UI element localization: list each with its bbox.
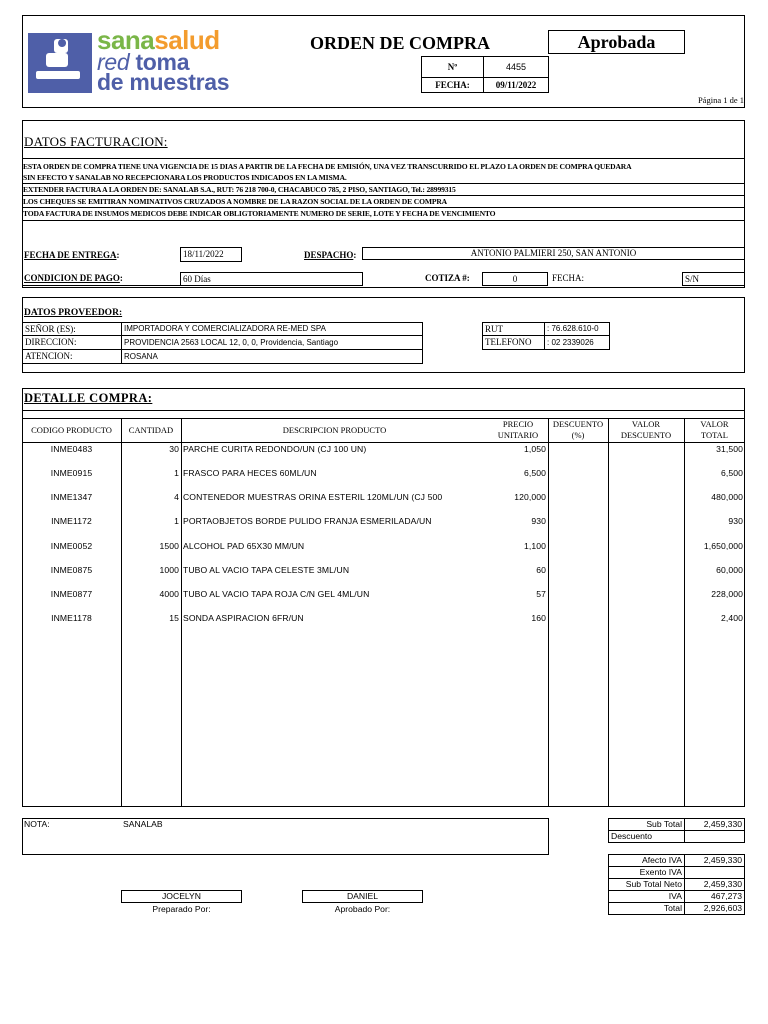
row-code: INME0875 (50, 565, 93, 575)
column-divider (548, 418, 549, 807)
divider (22, 158, 745, 159)
vat-label: IVA (608, 890, 685, 903)
col-header-desc: DESCRIPCION PRODUCTO (282, 425, 387, 435)
row-code: INME0877 (50, 589, 93, 599)
column-divider (608, 418, 609, 807)
row-price: 6,500 (523, 468, 546, 478)
row-total: 930 (728, 516, 743, 526)
row-qty: 4000 (159, 589, 179, 599)
row-qty: 30 (169, 444, 179, 454)
quote-label: COTIZA #: (425, 273, 470, 283)
row-total: 31,500 (716, 444, 743, 454)
row-code: INME1178 (51, 613, 92, 623)
payment-field: 60 Días (180, 272, 363, 286)
order-number-label: Nº (421, 56, 484, 78)
row-desc: CONTENEDOR MUESTRAS ORINA ESTERIL 120ML/UN (CJ 500 (183, 492, 443, 502)
subtotal-value: 2,459,330 (684, 818, 745, 831)
billing-note-line5: TODA FACTURA DE INSUMOS MEDICOS DEBE INDICAR OBLIGTORIAMENTE NUMERO DE SERIE, LOTE Y FECHA DE VENCIMIENTO (23, 209, 496, 218)
dispatch-label: DESPACHO: (304, 250, 357, 260)
billing-note-line2: SIN EFECTO Y SANALAB NO RECEPCIONARA LOS PRODUCTOS INDICADOS EN LA MISMA. (23, 173, 347, 182)
row-total: 228,000 (711, 589, 743, 599)
quote-date-field: S/N (682, 272, 745, 286)
order-date-label: FECHA: (421, 77, 484, 93)
order-number-value: 4455 (483, 56, 549, 78)
divider (22, 410, 745, 411)
billing-note-line1: ESTA ORDEN DE COMPRA TIENE UNA VIGENCIA DE 15 DIAS A PARTIR DE LA FECHA DE EMISIÓN, UNA VEZ TRANSCURRIDO EL PLAZO LA ORDEN DE COMPRA QUEDARA (23, 162, 632, 171)
supplier-phone-label: TELEFONO (482, 335, 545, 350)
billing-note-line3: EXTENDER FACTURA A LA ORDEN DE: SANALAB S.A., RUT: 76 218 700-0, CHACABUCO 785, 2 PISO, SANTIAGO, Tel.: 28999315 (23, 185, 456, 194)
row-code: INME1172 (51, 516, 92, 526)
total-value: 2,926,603 (684, 902, 745, 915)
row-qty: 1 (174, 516, 179, 526)
discount-label: Descuento (608, 830, 685, 843)
page-indicator: Página 1 de 1 (697, 95, 744, 105)
row-desc: ALCOHOL PAD 65X30 MM/UN (183, 541, 305, 551)
supplier-address-label: DIRECCION: (22, 335, 122, 350)
column-divider (181, 418, 182, 807)
row-price: 930 (531, 516, 546, 526)
divider (22, 285, 182, 286)
row-qty: 1 (174, 468, 179, 478)
prepared-by-label: Preparado Por: (152, 904, 211, 914)
logo-text-line1: sanasalud (97, 25, 220, 55)
logo-text-line3: de muestras (97, 69, 230, 95)
row-code: INME1347 (50, 492, 93, 502)
note-box (22, 818, 549, 855)
row-qty: 1500 (159, 541, 179, 551)
quote-field: 0 (482, 272, 548, 286)
delivery-date-field: 18/11/2022 (180, 247, 242, 262)
col-header-total: VALOR TOTAL (700, 419, 729, 440)
row-price: 1,050 (523, 444, 546, 454)
vat-value: 467,273 (684, 890, 745, 903)
supplier-attention-value: ROSANA (121, 349, 423, 364)
net-subtotal-label: Sub Total Neto (608, 878, 685, 891)
header-bottom-rule (22, 442, 745, 443)
row-desc: TUBO AL VACIO TAPA CELESTE 3ML/UN (183, 565, 350, 575)
logo (28, 33, 92, 93)
lab-flask-icon (28, 33, 92, 93)
row-qty: 15 (169, 613, 179, 623)
col-header-discount-pct: DESCUENTO (%) (552, 419, 604, 440)
note-value: SANALAB (123, 819, 163, 829)
total-label: Total (608, 902, 685, 915)
row-qty: 1000 (159, 565, 179, 575)
supplier-phone-value: : 02 2339026 (544, 335, 610, 350)
status-badge: Aprobada (548, 30, 685, 54)
row-total: 1,650,000 (703, 541, 743, 551)
row-price: 60 (536, 565, 546, 575)
col-header-code: CODIGO PRODUCTO (31, 425, 112, 435)
exempt-label: Exento IVA (608, 866, 685, 879)
detail-title: DETALLE COMPRA: (24, 391, 153, 405)
row-total: 60,000 (716, 565, 743, 575)
row-total: 6,500 (720, 468, 743, 478)
logo-text-line2: red toma (97, 49, 190, 75)
approved-by-name: DANIEL (302, 890, 423, 903)
row-desc: PARCHE CURITA REDONDO/UN (CJ 100 UN) (183, 444, 367, 454)
row-total: 480,000 (711, 492, 743, 502)
note-label: NOTA: (24, 819, 50, 829)
row-price: 57 (536, 589, 546, 599)
divider (22, 220, 745, 221)
order-date-value: 09/11/2022 (483, 77, 549, 93)
supplier-rut-label: RUT (482, 322, 545, 336)
col-header-price: PRECIO UNITARIO (497, 419, 539, 440)
row-desc: PORTAOBJETOS BORDE PULIDO FRANJA ESMERILADA/UN (183, 516, 432, 526)
row-desc: FRASCO PARA HECES 60ML/UN (183, 468, 317, 478)
col-header-discount-value: VALOR DESCUENTO (620, 419, 672, 440)
row-desc: TUBO AL VACIO TAPA ROJA C/N GEL 4ML/UN (183, 589, 370, 599)
taxable-value: 2,459,330 (684, 854, 745, 867)
row-code: INME0483 (50, 444, 93, 454)
quote-date-label: FECHA: (552, 273, 585, 283)
row-code: INME0052 (50, 541, 93, 551)
divider (22, 183, 745, 184)
col-header-qty: CANTIDAD (128, 425, 174, 435)
delivery-date-label: FECHA DE ENTREGA: (24, 250, 120, 260)
row-qty: 4 (174, 492, 179, 502)
subtotal-label: Sub Total (608, 818, 685, 831)
supplier-name-value: IMPORTADORA Y COMERCIALIZADORA RE-MED SPA (121, 322, 423, 336)
supplier-rut-value: : 76.628.610-0 (544, 322, 610, 336)
billing-title: DATOS FACTURACION: (24, 134, 168, 149)
discount-value (684, 830, 745, 843)
prepared-by-name: JOCELYN (121, 890, 242, 903)
document-title: ORDEN DE COMPRA (310, 33, 490, 53)
row-price: 160 (531, 613, 546, 623)
row-desc: SONDA ASPIRACION 6FR/UN (183, 613, 304, 623)
supplier-address-value: PROVIDENCIA 2563 LOCAL 12, 0, 0, Providencia, Santiago (121, 335, 423, 350)
supplier-name-label: SEÑOR (ES): (22, 322, 122, 336)
row-price: 1,100 (523, 541, 546, 551)
net-subtotal-value: 2,459,330 (684, 878, 745, 891)
payment-label: CONDICION DE PAGO: (24, 273, 123, 283)
row-total: 2,400 (720, 613, 743, 623)
row-price: 120,000 (514, 492, 546, 502)
taxable-label: Afecto IVA (608, 854, 685, 867)
divider (22, 207, 745, 208)
billing-note-line4: LOS CHEQUES SE EMITIRAN NOMINATIVOS CRUZADOS A NOMBRE DE LA RAZON SOCIAL DE LA ORDEN DE COMPRA (23, 197, 447, 206)
dispatch-field: ANTONIO PALMIERI 250, SAN ANTONIO (362, 247, 745, 260)
row-code: INME0915 (50, 468, 93, 478)
supplier-title: DATOS PROVEEDOR: (24, 308, 123, 318)
divider (22, 195, 745, 196)
approved-by-label: Aprobado Por: (334, 904, 391, 914)
supplier-attention-label: ATENCION: (22, 349, 122, 364)
